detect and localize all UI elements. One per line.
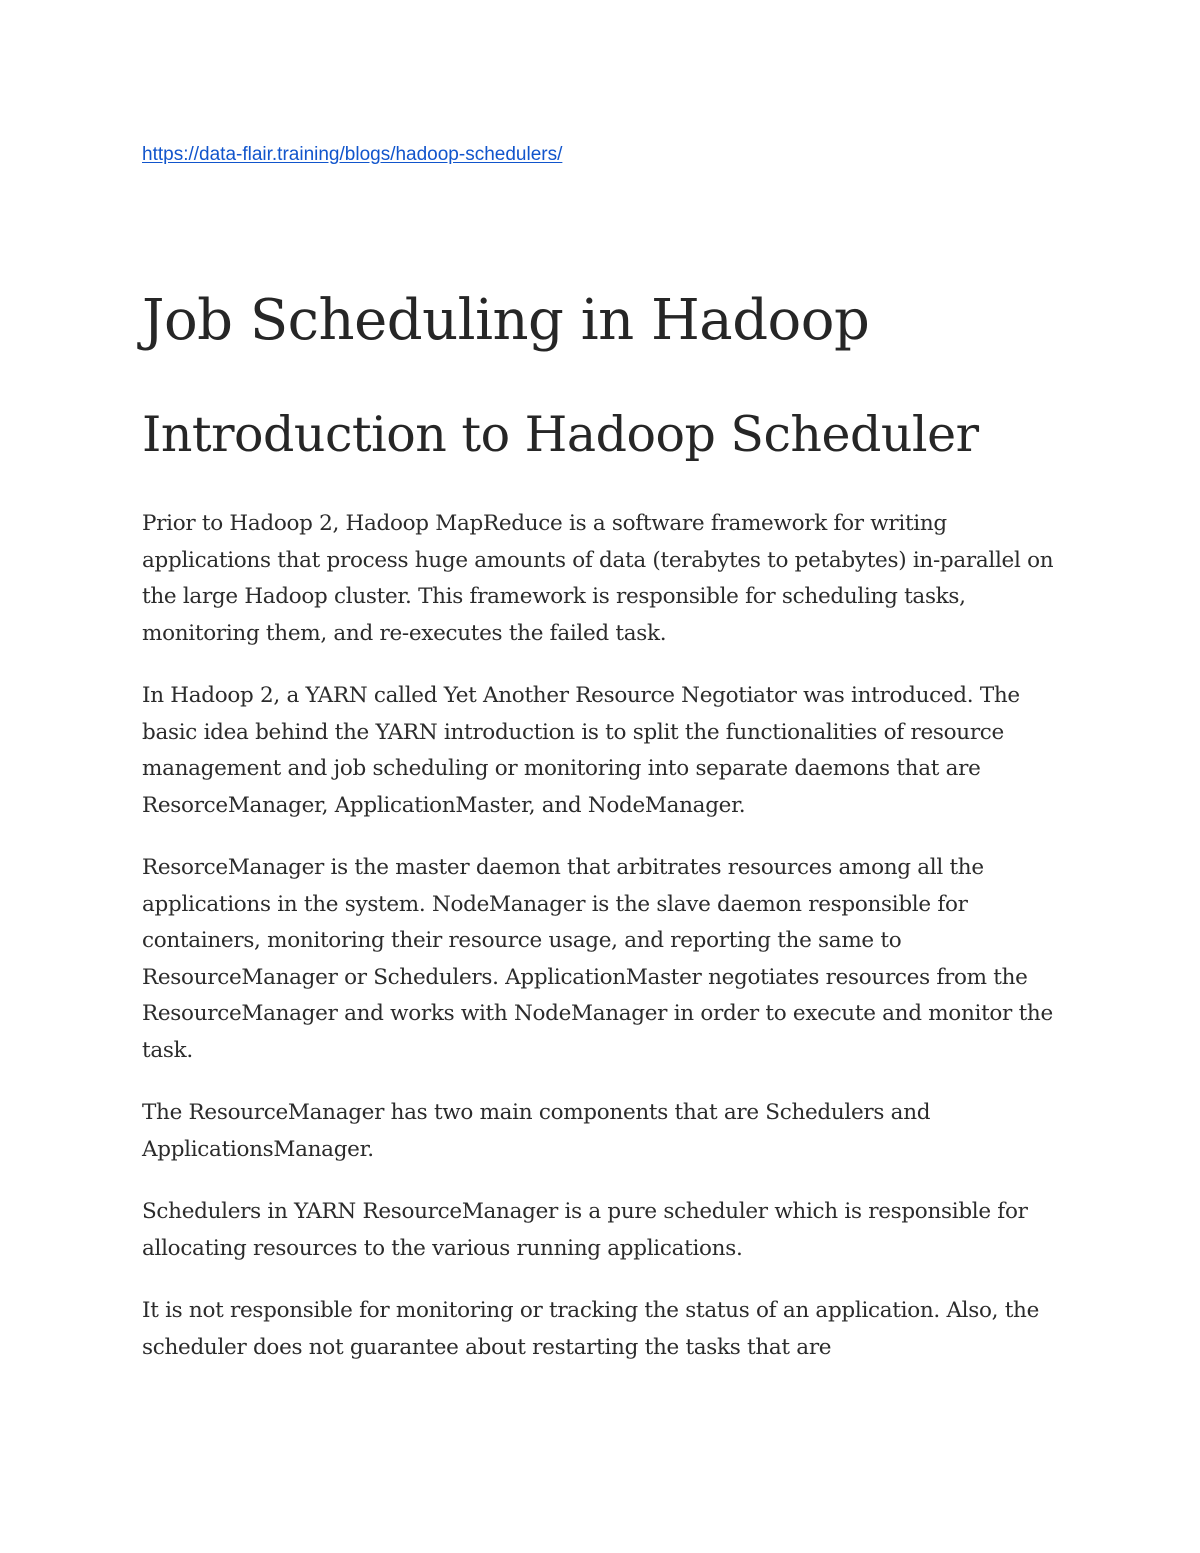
- paragraph-resource-manager-components: The ResourceManager has two main components that are Schedulers and ApplicationsManager.: [142, 1100, 931, 1162]
- paragraph-intro-mapreduce: Prior to Hadoop 2, Hadoop MapReduce is a software framework for writing applications that process huge amounts of data (terabytes to petabytes) in-parallel on the large Hadoop cluster. This framework is responsible for scheduling tasks, monitoring them, and re-executes the failed task.: [142, 511, 1054, 646]
- body-text: [142, 506, 1072, 1366]
- document-title: Job Scheduling in Hadoop: [142, 288, 870, 353]
- paragraph-resource-manager-roles: ResorceManager is the master daemon that arbitrates resources among all the applications in the system. NodeManager is the slave daemon responsible for containers, monitoring their resource usage, and reporting the same to ResourceManager or Schedulers. ApplicationMaster negotiates resources from the ResourceManager and works with NodeManager in order to execute and monitor the task.: [142, 855, 1053, 1063]
- document-content: [142, 140, 1072, 1392]
- paragraph-scheduler-limitations: It is not responsible for monitoring or tracking the status of an application. Also, the scheduler does not guarantee about restarting the tasks that are: [142, 1298, 1040, 1360]
- source-url-link[interactable]: https://data-flair.training/blogs/hadoop-schedulers/: [142, 144, 563, 165]
- paragraph-schedulers-definition: Schedulers in YARN ResourceManager is a pure scheduler which is responsible for allocating resources to the various running applications.: [142, 1199, 1028, 1261]
- paragraph-yarn-introduction: In Hadoop 2, a YARN called Yet Another Resource Negotiator was introduced. The basic idea behind the YARN introduction is to split the functionalities of resource management and job scheduling or monitoring into separate daemons that are ResorceManager, ApplicationMaster, and NodeManager.: [142, 683, 1020, 818]
- document-subtitle: Introduction to Hadoop Scheduler: [142, 406, 979, 463]
